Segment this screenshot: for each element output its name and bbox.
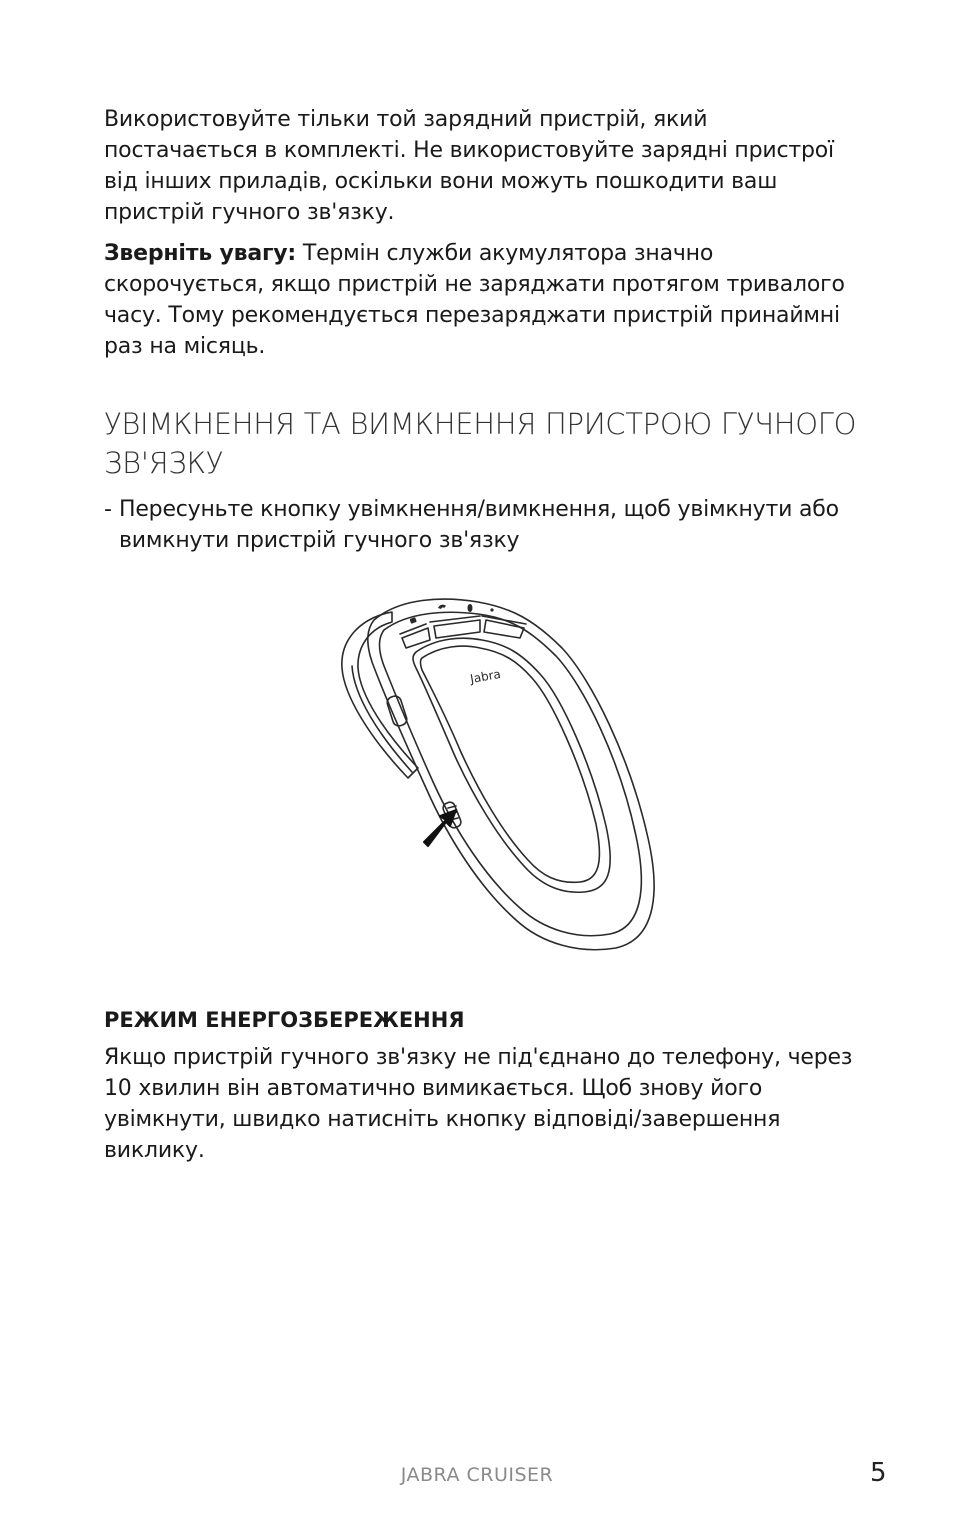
note-text: Термін служби акумулятора значно скорочується, якщо пристрій не заряджати протягом тривалого часу. Тому рекомендується перезаряджати пристрій принаймні раз на місяць. (104, 241, 845, 359)
note-label: Зверніть увагу: (104, 241, 297, 266)
power-instruction-text: Пересуньте кнопку увімкнення/вимкнення, щоб увімкнути або вимкнути пристрій гучного зв'язку (119, 497, 839, 553)
power-instruction (104, 494, 864, 556)
charger-warning-paragraph: Використовуйте тільки той зарядний пристрій, який постачається в комплекті. Не використовуйте зарядні пристрої від інших приладів, оскільки вони можуть пошкодити ваш пристрій гучного зв'язку. (104, 107, 834, 225)
power-section-heading: УВІМКНЕННЯ ТА ВИМКНЕННЯ ПРИСТРОЮ ГУЧНОГО ЗВ'ЯЗКУ (104, 407, 857, 480)
brand-label: Jabra (469, 666, 502, 687)
arrow-icon (424, 810, 456, 846)
speakerphone-illustration (330, 588, 670, 960)
front-panel (413, 638, 610, 892)
power-save-heading: РЕЖИМ ЕНЕРГОЗБЕРЕЖЕННЯ (104, 1008, 465, 1032)
footer-product-title: JABRA CRUISER (400, 1464, 554, 1486)
power-save-paragraph: Якщо пристрій гучного зв'язку не під'єднано до телефону, через 10 хвилин він автоматично вимикається. Щоб знову його увімкнути, швидко натисніть кнопку відповіді/завершення виклику. (104, 1045, 853, 1163)
battery-note-paragraph (104, 238, 864, 362)
page-number: 5 (870, 1458, 887, 1488)
bullet-dash: - (104, 497, 112, 522)
